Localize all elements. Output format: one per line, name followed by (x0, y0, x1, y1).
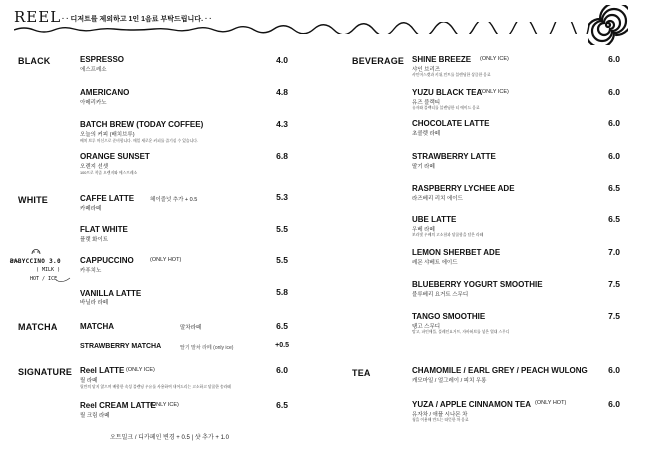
item-price: 6.0 (608, 399, 620, 409)
babyccino-milk: ( MILK ) (36, 267, 61, 273)
item-name: FLAT WHITE (80, 225, 128, 234)
header-wave-line (14, 22, 624, 34)
item-price: 4.8 (276, 87, 288, 97)
item-price: 7.5 (608, 279, 620, 289)
item-sub: 샤인 브리즈 (412, 67, 441, 73)
item-price: 5.5 (276, 224, 288, 234)
item-name: STRAWBERRY LATTE (412, 152, 496, 161)
item-sub: 레몬 샤베트 에이드 (412, 260, 458, 266)
item-note: (ONLY ICE) (126, 367, 155, 373)
item-sub: 유즈 블랙티 (412, 100, 441, 106)
item-sub: 에스프레소 (80, 67, 107, 73)
item-name: Reel LATTE (80, 366, 125, 375)
item-sub: 딸기 라떼 (412, 164, 435, 170)
item-sub: 릴 크림 라떼 (80, 413, 110, 419)
item-price: 6.5 (276, 400, 288, 410)
item-sub: 탱고 스무디 (412, 324, 441, 330)
item-name: Reel CREAM LATTE (80, 401, 156, 410)
item-sub: 오렌지 선셋 (80, 164, 109, 170)
item-price: 6.0 (608, 151, 620, 161)
item-sub: 초콜렛 라떼 (412, 131, 441, 137)
item-name: RASPBERRY LYCHEE ADE (412, 184, 515, 193)
item-name: ORANGE SUNSET (80, 152, 150, 161)
category-black: BLACK (18, 56, 51, 66)
item-price: 7.0 (608, 247, 620, 257)
item-price: 6.5 (608, 214, 620, 224)
item-desc: 100프로 착즙 오렌지와 에스프레소 (80, 171, 138, 175)
babyccino-temp: HOT / ICE (30, 276, 58, 282)
item-name: TANGO SMOOTHIE (412, 312, 486, 321)
item-name: SHINE BREEZE (412, 55, 472, 64)
brand-logo: REEL (14, 8, 62, 26)
item-price: 6.0 (608, 118, 620, 128)
category-beverage: BEVERAGE (352, 56, 405, 66)
item-note: (ONLY ICE) (480, 56, 509, 62)
item-name: LEMON SHERBET ADE (412, 248, 501, 257)
item-name: CHOCOLATE LATTE (412, 119, 490, 128)
item-price: 6.0 (608, 365, 620, 375)
item-note: 딸기 말차 라떼 (only ice) (180, 345, 234, 351)
item-price: 6.0 (608, 87, 620, 97)
item-name: CAPPUCCINO (80, 256, 134, 265)
category-matcha: MATCHA (18, 322, 58, 332)
item-sub: 오늘의 커피 (배치브루) (80, 132, 135, 138)
item-sub: 유자차 / 애플 시나몬 차 (412, 412, 468, 418)
item-price: 5.5 (276, 255, 288, 265)
item-note: (ONLY ICE) (480, 89, 509, 95)
babyccino-doodle-icon (8, 240, 80, 290)
item-note: 헤이즐넛 추가 + 0.5 (150, 197, 198, 203)
item-name: CHAMOMILE / EARL GREY / PEACH WULONG (412, 366, 588, 375)
item-name: ESPRESSO (80, 55, 125, 64)
item-price: 6.0 (276, 365, 288, 375)
item-sub: 릴 라떼 (80, 378, 98, 384)
item-desc: 청을 이용해 만드는 따뜻한 차 음료 (412, 418, 469, 422)
item-sub: 카푸치노 (80, 268, 102, 274)
item-name: AMERICANO (80, 88, 130, 97)
item-price: 6.0 (608, 54, 620, 64)
item-price: 6.8 (276, 151, 288, 161)
item-name: CAFFE LATTE (80, 194, 135, 203)
item-sub: 바닐라 라떼 (80, 300, 109, 306)
item-name: STRAWBERRY MATCHA (80, 343, 162, 350)
item-name: MATCHA (80, 322, 115, 331)
item-sub: 캐모마일 / 얼그레이 / 피치 우롱 (412, 378, 487, 384)
item-price: 5.3 (276, 192, 288, 202)
category-white: WHITE (18, 195, 48, 205)
swirl-logo-icon (588, 5, 628, 45)
item-name: UBE LATTE (412, 215, 457, 224)
item-sub: 카페라떼 (80, 206, 102, 212)
item-price: 5.8 (276, 287, 288, 297)
item-name: BLUEBERRY YOGURT SMOOTHIE (412, 280, 543, 289)
category-signature: SIGNATURE (18, 367, 73, 377)
item-note: 말차라떼 (180, 325, 202, 331)
category-tea: TEA (352, 368, 371, 378)
item-price: 6.5 (276, 321, 288, 331)
item-price: 4.0 (276, 55, 288, 65)
item-note: (ONLY HOT) (535, 400, 567, 406)
item-desc: 샤인머스캣과 키위,민트를 블렌딩한 상큼한 음료 (412, 73, 491, 77)
babyccino-label: BABYCCINO 3.0 (10, 258, 61, 265)
item-desc: 망고, 파인애플, 플레인요거트, 자바허브를 넣은 열대 스무디 (412, 330, 510, 334)
item-price: +0.5 (275, 342, 289, 349)
item-desc: 유자와 블랙티를 블렌딩한 티 에이드 음료 (412, 106, 480, 110)
item-note: (ONLY ICE) (150, 402, 179, 408)
item-price: 6.5 (608, 183, 620, 193)
item-sub: 플랫 화이트 (80, 237, 109, 243)
item-name: YUZU BLACK TEA (412, 88, 483, 97)
item-name: BATCH BREW (TODAY COFFEE) (80, 120, 204, 129)
item-sub: 우베 라떼 (412, 227, 435, 233)
item-note: (ONLY HOT) (150, 257, 182, 263)
item-desc: 배치 브루 머신으로 준비합니다. 매일 새로운 커피를 즐기실 수 있습니다. (80, 139, 198, 143)
footer-options: 오트밀크 / 디카페인 변경 + 0.5 | 샷 추가 + 1.0 (110, 435, 229, 441)
item-sub: 아메리카노 (80, 100, 107, 106)
item-sub: 블루베리 요거트 스무디 (412, 292, 469, 298)
item-desc: 릴만의 달지 않으며 배합한 속성 블렌딩 우유를 사용하여 내어드리는 고소하고 달콤한 송라떼 (80, 385, 231, 389)
item-sub: 라즈베리 리치 에이드 (412, 196, 463, 202)
item-price: 7.5 (608, 311, 620, 321)
item-name: VANILLA LATTE (80, 289, 142, 298)
item-price: 4.3 (276, 119, 288, 129)
notice-text: · · 디저트를 제외하고 1인 1음료 부탁드립니다. · · (62, 16, 212, 23)
item-desc: 보라빛 우베의 고소함과 달콤함을 담은 라떼 (412, 233, 484, 237)
item-name: YUZA / APPLE CINNAMON TEA (412, 400, 531, 409)
